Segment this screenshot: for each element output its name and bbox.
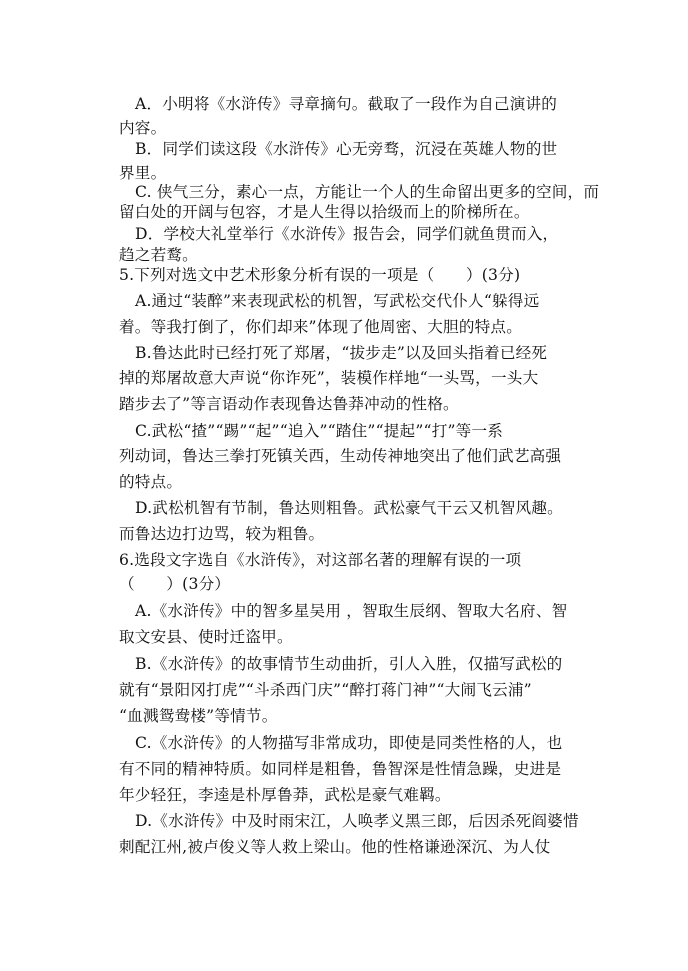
text-line-q5-option-b-cont-1: 掉的郑屠故意大声说“你诈死”，装模作样地“一头骂，一头大 — [119, 369, 539, 387]
text-line-q5-option-d: D.武松机智有节制，鲁达则粗鲁。武松豪气干云又机智风趣。 — [135, 499, 563, 517]
text-line-q6-option-a-cont: 取文安县、使时迁盗甲。 — [119, 628, 293, 646]
text-line-q5-option-a-cont: 着。等我打倒了，你们却来”体现了他周密、大胆的特点。 — [119, 318, 523, 336]
text-line-q4-option-b-cont: 界里。 — [119, 164, 167, 182]
text-line-q5-option-c: C.武松“揸”“踢”“起”“追入”“踏住”“提起”“打”等一系 — [135, 422, 504, 440]
question-6-stem: 6.选段文字选自《水浒传》，对这部名著的理解有误的一项 — [119, 551, 522, 569]
question-5-stem: 5.下列对选文中艺术形象分析有误的一项是（ ）(3分) — [119, 266, 521, 284]
text-line-q5-option-c-cont-2: 的特点。 — [119, 473, 183, 491]
text-line-q5-option-b-cont-2: 踏步去了”等言语动作表现鲁达鲁莽冲动的性格。 — [119, 395, 459, 413]
text-line-q5-option-d-cont: 而鲁达边打边骂，较为粗鲁。 — [119, 525, 325, 543]
text-line-q6-option-b-cont-1: 就有“景阳冈打虎”“斗杀西门庆”“醉打蒋门神”“大闹飞云浦” — [119, 681, 532, 699]
text-line-q4-option-d: D．学校大礼堂举行《水浒传》报告会，同学们就鱼贯而入， — [135, 225, 559, 243]
text-line-q6-option-b: B.《水浒传》的故事情节生动曲折，引人入胜，仅描写武松的 — [135, 655, 563, 673]
question-6-stem-score: （ ）(3分） — [119, 575, 231, 593]
text-line-q4-option-d-cont: 趋之若鹜。 — [119, 246, 198, 264]
text-line-q6-option-a: A.《水浒传》中的智多星吴用 ，智取生辰纲、智取大名府、智 — [135, 602, 568, 620]
text-line-q4-option-c-cont: 留白处的开阔与包容，才是人生得以拾级而上的阶梯所在。 — [119, 203, 530, 221]
text-line-q5-option-a: A.通过“装醉”来表现武松的机智，写武松交代仆人“躲得远 — [135, 292, 540, 310]
text-line-q6-option-d: D.《水浒传》中及时雨宋江，人唤孝义黑三郎，后因杀死阎婆惜 — [135, 812, 579, 830]
text-line-q6-option-d-cont: 刺配江州,被卢俊义等人救上梁山。他的性格谦逊深沉、为人仗 — [119, 838, 551, 856]
text-line-q6-option-c-cont-1: 有不同的精神特质。如同样是粗鲁，鲁智深是性情急躁，史进是 — [119, 760, 562, 778]
text-line-q5-option-c-cont-1: 列动词，鲁达三拳打死镇关西，生动传神地突出了他们武艺高强 — [119, 447, 562, 465]
text-line-q6-option-c: C.《水浒传》的人物描写非常成功，即使是同类性格的人，也 — [135, 734, 563, 752]
text-line-q4-option-a: A．小明将《水浒传》寻章摘句。截取了一段作为自己演讲的 — [135, 95, 558, 113]
text-line-q4-option-c: C. 侠气三分，素心一点，方能让一个人的生命留出更多的空间，而 — [135, 183, 600, 201]
text-line-q5-option-b: B.鲁达此时已经打死了郑屠，“拔步走”以及回头指着已经死 — [135, 344, 548, 362]
text-line-q6-option-c-cont-2: 年少轻狂，李逵是朴厚鲁莽，武松是豪气难羁。 — [119, 786, 451, 804]
text-line-q6-option-b-cont-2: “血溅鸳鸯楼”等情节。 — [119, 707, 278, 725]
text-line-q4-option-b: B．同学们读这段《水浒传》心无旁骛，沉浸在英雄人物的世 — [135, 140, 558, 158]
text-line-q4-option-a-cont: 内容。 — [119, 119, 167, 137]
